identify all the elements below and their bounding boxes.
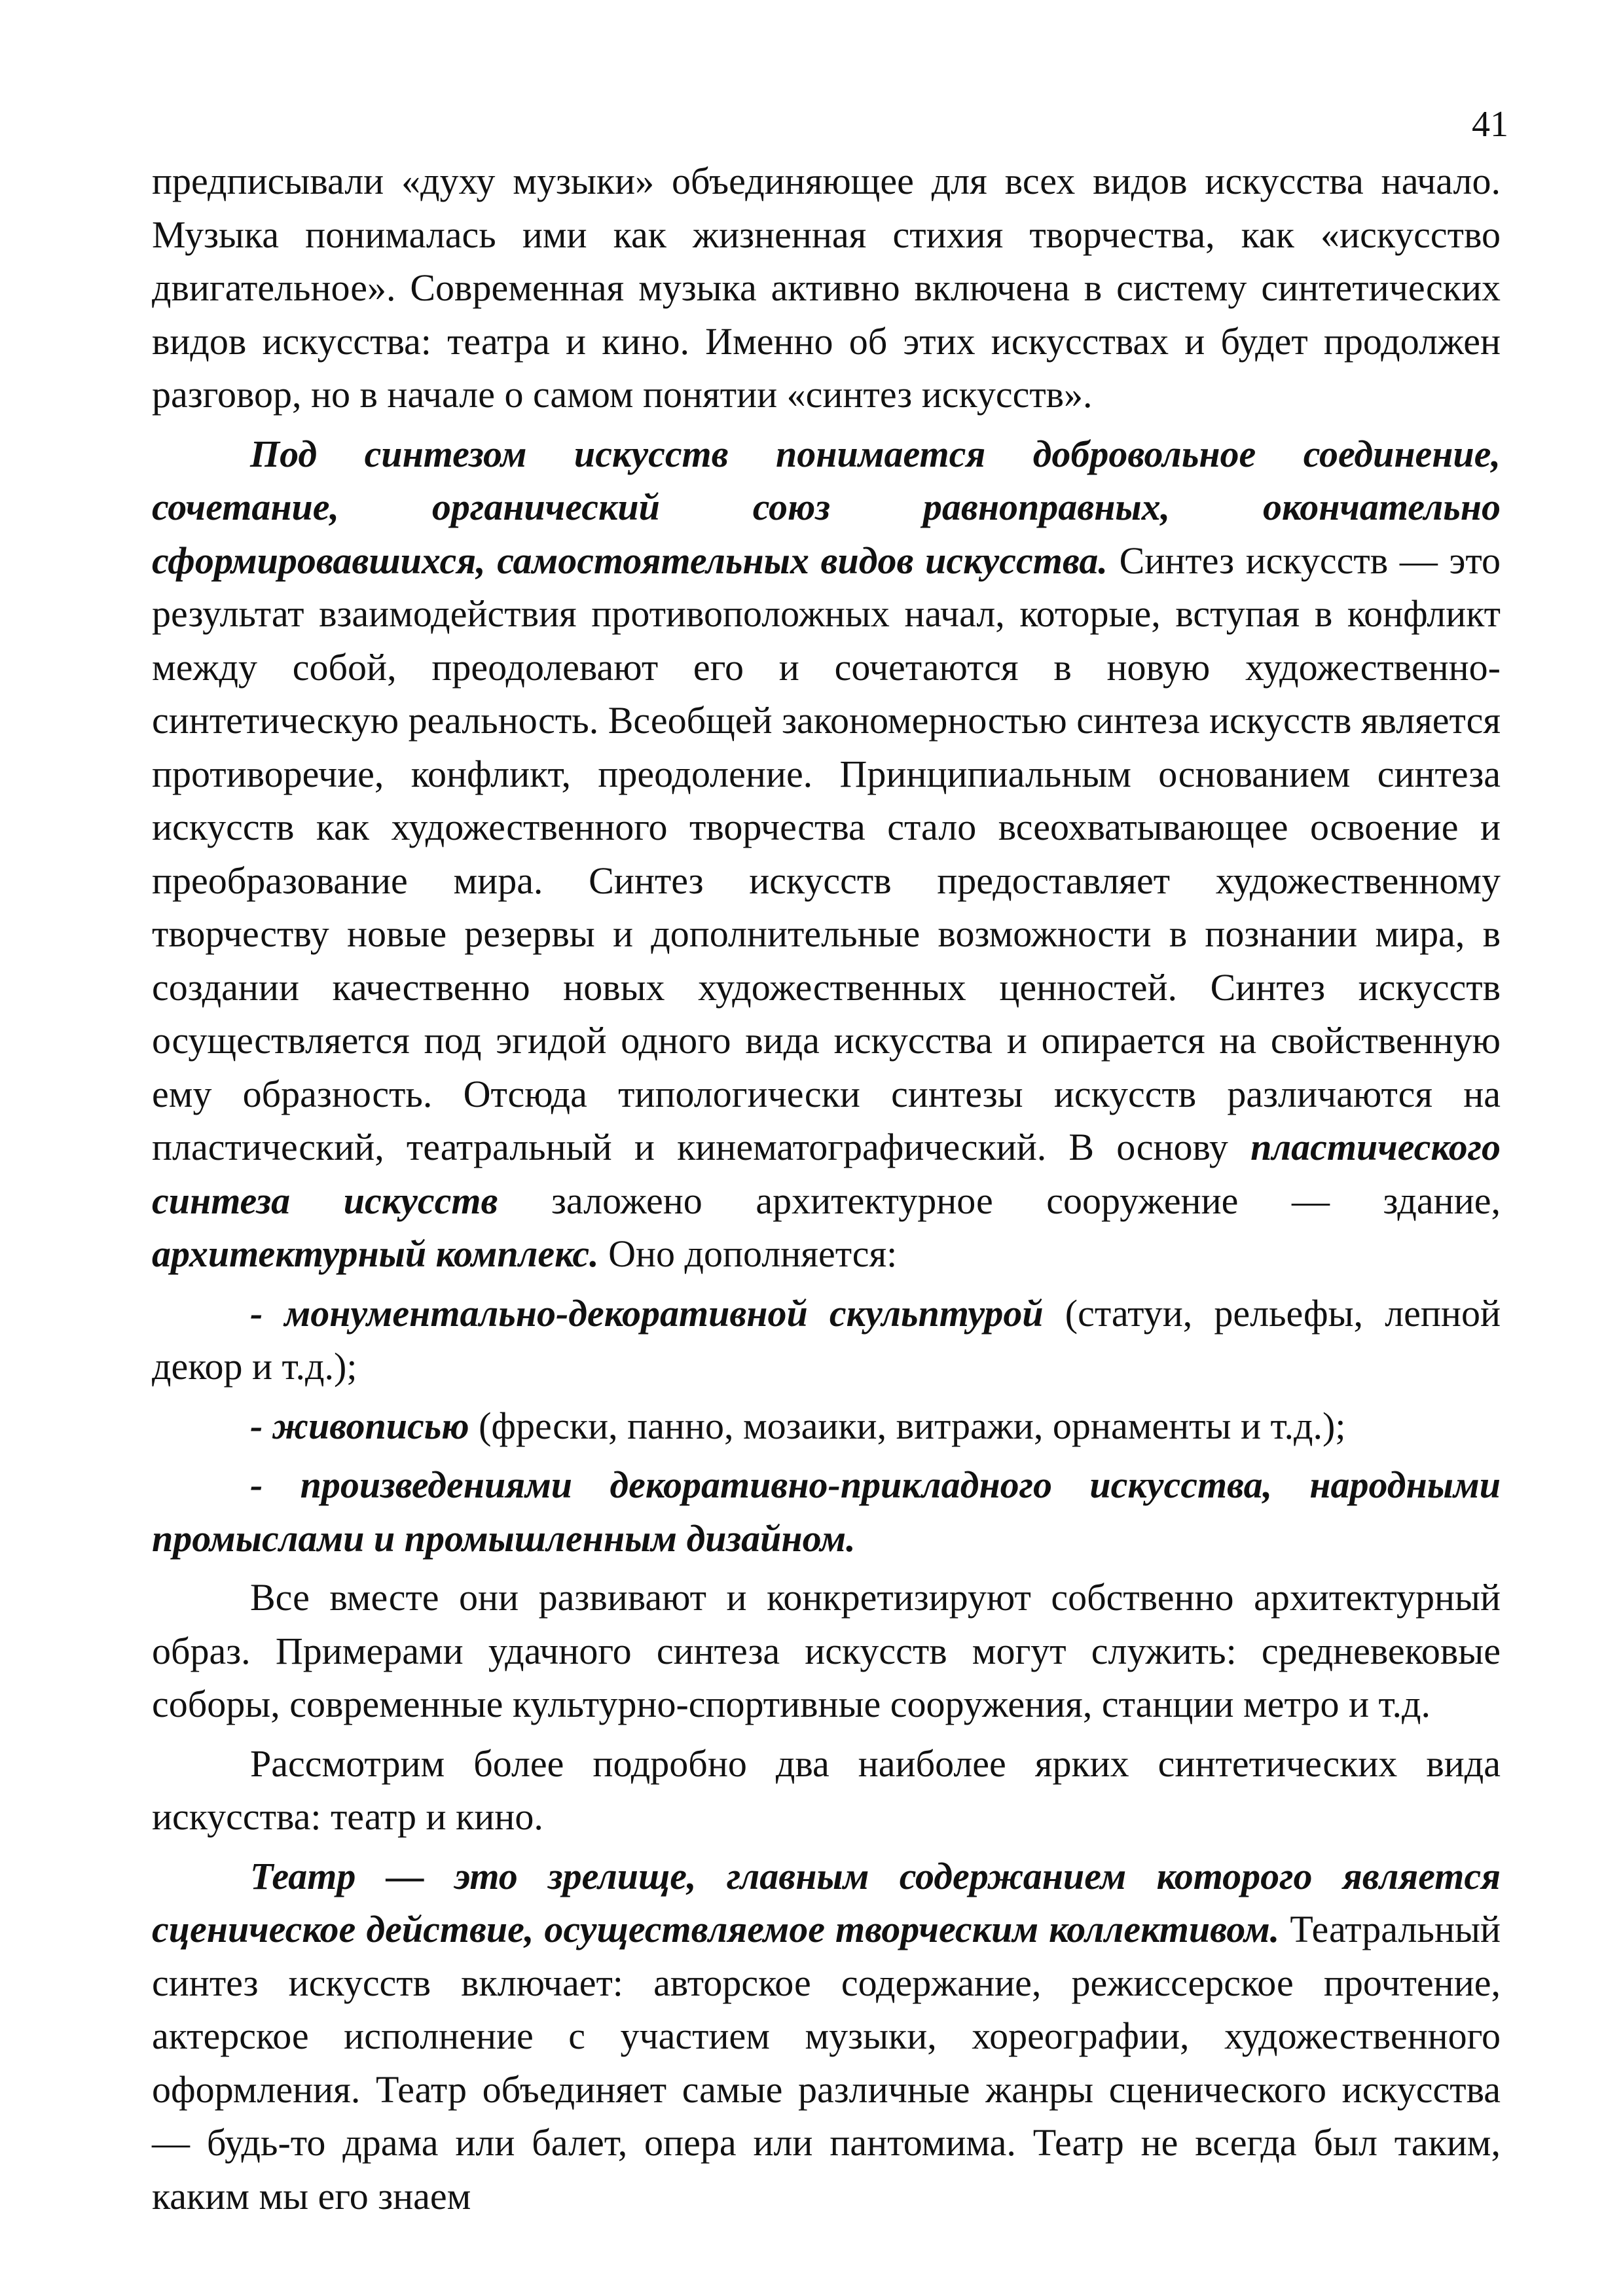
text-segment: Оно дополняется: xyxy=(598,1232,898,1275)
body-text xyxy=(152,154,1501,2229)
text-segment: (фрески, панно, мозаики, витражи, орнаменты и т.д.); xyxy=(469,1404,1346,1447)
term-architectural-complex: архитектурный комплекс. xyxy=(152,1232,599,1275)
term-applied-arts: - произведениями декоративно-прикладного искусства, народными промыслами и промышленным дизайном. xyxy=(152,1463,1501,1560)
term-plastic-synthesis: пластического синтеза искусств xyxy=(152,1126,1501,1222)
text-segment: (статуи, рельефы, лепной декор и т.д.); xyxy=(152,1291,1501,1388)
list-item-painting xyxy=(152,1399,1501,1453)
paragraph-architectural-image xyxy=(152,1571,1501,1731)
term-sculpture: - монументально-декоративной скульптурой xyxy=(250,1291,1044,1335)
text-segment: Рассмотрим более подробно два наиболее ярких синтетических вида искусства: театр и кино. xyxy=(152,1742,1501,1838)
paragraph-1 xyxy=(152,154,1501,422)
list-item-sculpture xyxy=(152,1287,1501,1393)
definition-synthesis: Под синтезом искусств понимается добровольное соединение, сочетание, органический союз равноправных, окончательно сформировавшихся, самостоятельных видов искусства. xyxy=(152,432,1501,582)
list-item-applied-arts xyxy=(152,1458,1501,1565)
term-painting: - живописью xyxy=(250,1404,469,1447)
text-segment: Театральный синтез искусств включает: авторское содержание, режиссерское прочтение, актерское исполнение с участием музыки, хореографии, художественного оформления. Театр объединяет самые различные жанры сценического искусства — будь-то драма или балет, опера или пантомима. Театр не всегда был таким, каким мы его знаем xyxy=(152,1908,1501,2217)
text-segment: предписывали «духу музыки» объединяющее для всех видов искусства начало. Музыка понималась ими как жизненная стихия творчества, как «искусство двигательное». Современная музыка активно включена в систему синтетических видов искусства: театра и кино. Именно об этих искусствах и будет продолжен разговор, но в начале о самом понятии «синтез искусств». xyxy=(152,160,1501,416)
paragraph-theatre xyxy=(152,1850,1501,2223)
text-segment: Все вместе они развивают и конкретизируют собственно архитектурный образ. Примерами удачного синтеза искусств могут служить: средневековые соборы, современные культурно-спортивные сооружения, станции метро и т.д. xyxy=(152,1576,1501,1725)
page-number: 41 xyxy=(1472,104,1508,145)
paragraph-2 xyxy=(152,427,1501,1281)
text-segment: Синтез искусств — это результат взаимодействия противоположных начал, которые, вступая в конфликт между собой, преодолевают его и сочетаются в новую художественно-синтетическую реальность. Всеобщей закономерностью синтеза искусств является противоречие, конфликт, преодоление. Принципиальным основанием синтеза искусств как художественного творчества стало всеохватывающее освоение и преобразование мира. Синтез искусств предоставляет художественному творчеству новые резервы и дополнительные возможности в познании мира, в создании качественно новых художественных ценностей. Синтез искусств осуществляется под эгидой одного вида искусства и опирается на свойственную ему образность. Отсюда типологически синтезы искусств различаются на пластический, театральный и кинематографический. В основу xyxy=(152,539,1501,1168)
paragraph-theatre-cinema xyxy=(152,1737,1501,1844)
definition-theatre: Театр — это зрелище, главным содержанием которого является сценическое действие, осуществляемое творческим коллективом. xyxy=(152,1854,1501,1950)
text-segment: заложено архитектурное сооружение — здание, xyxy=(498,1179,1501,1222)
